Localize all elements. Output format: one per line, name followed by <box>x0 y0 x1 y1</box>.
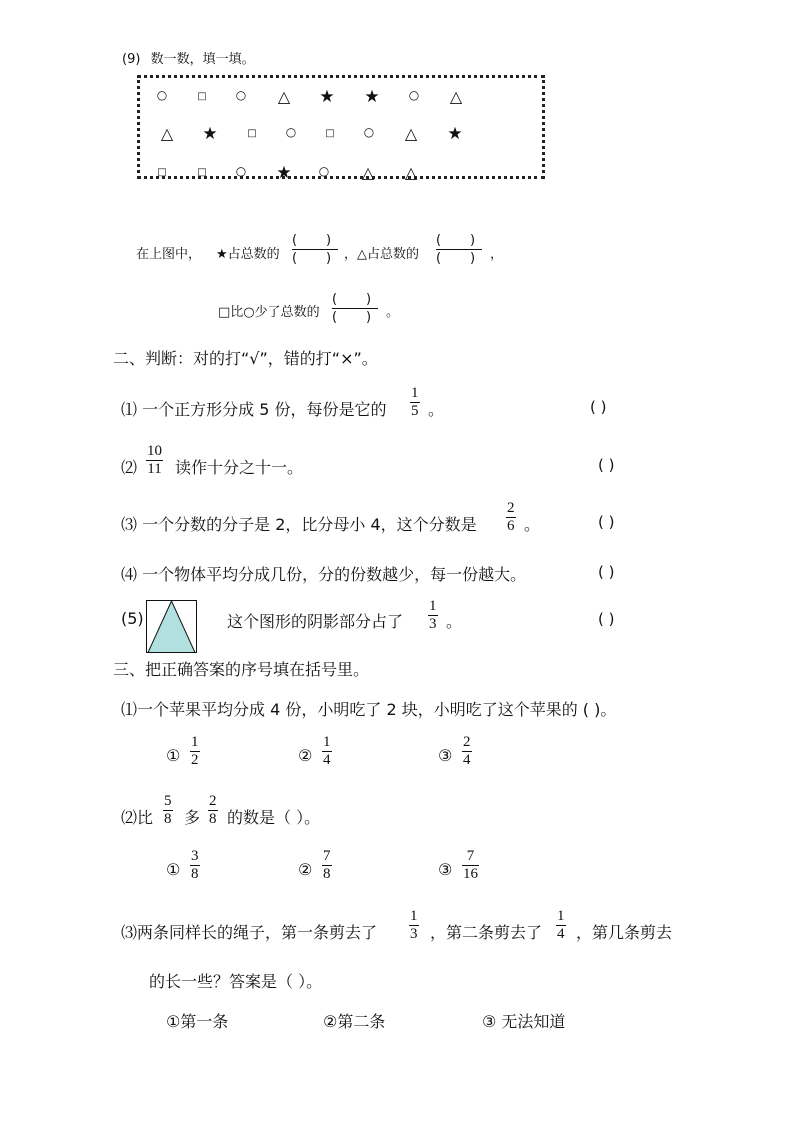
q2-fraction-a: 5 8 <box>164 793 172 827</box>
triangle-icon: △ <box>361 163 375 182</box>
q3-text-c: ，第几条剪去 <box>576 923 673 942</box>
q2-option-2-fraction: 7 8 <box>323 848 331 882</box>
q1-option-2-mark[interactable]: ② <box>298 746 313 765</box>
q9-text-6: 。 <box>386 305 400 320</box>
triangle-icon: △ <box>160 124 174 143</box>
circle-icon: ○ <box>156 88 168 102</box>
judge-end-5: 。 <box>446 612 463 631</box>
judge-fraction-5: 1 3 <box>429 598 437 632</box>
judge-answer-3[interactable]: ( ) <box>598 513 615 531</box>
judge-end-3: 。 <box>524 515 541 534</box>
q2-text-b: 多 <box>184 808 201 827</box>
square-icon: □ <box>197 91 207 102</box>
q1-option-1-mark[interactable]: ① <box>166 746 181 765</box>
q9-label: (9) <box>122 52 141 67</box>
circle-icon: ○ <box>235 164 247 178</box>
q2-option-1-mark[interactable]: ① <box>166 860 181 879</box>
q1-option-3-fraction: 2 4 <box>463 734 471 768</box>
q2-option-2-mark[interactable]: ② <box>298 860 313 879</box>
q1-option-1-fraction: 1 2 <box>191 734 199 768</box>
judge-answer-4[interactable]: ( ) <box>598 563 615 581</box>
q2-option-3-fraction: 7 16 <box>463 848 478 882</box>
q9-text-2: ★占总数的 <box>216 247 280 262</box>
triangle-icon: △ <box>449 87 463 106</box>
judge-end-1: 。 <box>428 400 445 419</box>
q1-option-2-fraction: 1 4 <box>323 734 331 768</box>
q3-option-3[interactable]: ③ 无法知道 <box>482 1012 566 1031</box>
triangle-icon: △ <box>404 124 418 143</box>
triangle-icon: △ <box>404 163 418 182</box>
star-icon: ★ <box>364 87 380 107</box>
judge-fraction-3: 2 6 <box>507 500 515 534</box>
square-icon: □ <box>197 167 207 178</box>
q3-fraction-a: 1 3 <box>410 908 418 942</box>
q1-option-3-mark[interactable]: ③ <box>438 746 453 765</box>
judge-fraction-1: 1 5 <box>411 385 419 419</box>
q3-fraction-b: 1 4 <box>557 908 565 942</box>
judge-num-1: ⑴ <box>121 400 138 419</box>
section2-title: 二、判断：对的打“√”，错的打“×”。 <box>113 349 378 368</box>
shaded-triangle-figure <box>146 600 198 654</box>
judge-num-3: ⑶ <box>121 515 138 534</box>
q2-text-c: 的数是（ ）。 <box>227 808 321 827</box>
triangle-fraction-blank[interactable]: ( ) ( ) <box>436 234 482 265</box>
judge-answer-1[interactable]: ( ) <box>590 398 607 416</box>
judge-text-1: 一个正方形分成 5 份，每份是它的 <box>142 400 387 419</box>
square-icon: □ <box>247 128 257 139</box>
triangle-icon: △ <box>277 87 291 106</box>
judge-text-3: 一个分数的分子是 2，比分母小 4，这个分数是 <box>142 515 477 534</box>
q3-text-a: ⑶两条同样长的绳子，第一条剪去了 <box>121 923 378 942</box>
judge-text-4: 一个物体平均分成几份，分的份数越少，每一份越大。 <box>142 565 527 584</box>
q2-fraction-b: 2 8 <box>209 793 217 827</box>
q9-text-5: □比○少了总数的 <box>218 305 320 320</box>
q9-text-4: ， <box>490 247 504 262</box>
q3-option-1[interactable]: ①第一条 <box>166 1012 229 1031</box>
judge-fraction-2: 10 11 <box>147 443 162 477</box>
choice-question-1: ⑴一个苹果平均分成 4 份，小明吃了 2 块，小明吃了这个苹果的 ( )。 <box>121 700 617 719</box>
judge-item-1 <box>121 397 386 420</box>
circle-icon: ○ <box>318 164 330 178</box>
judge-text-5: 这个图形的阴影部分占了 <box>227 612 404 631</box>
q3-text-line2: 的长一些？答案是（ ）。 <box>149 972 323 991</box>
q2-option-3-mark[interactable]: ③ <box>438 860 453 879</box>
judge-answer-2[interactable]: ( ) <box>598 456 615 474</box>
circle-icon: ○ <box>363 125 375 139</box>
q3-text-b: ，第二条剪去了 <box>430 923 543 942</box>
judge-item-3 <box>121 512 477 535</box>
q2-text-a: ⑵比 <box>121 808 154 827</box>
judge-text-2: 读作十分之十一。 <box>175 458 304 477</box>
section3-title: 三、把正确答案的序号填在括号里。 <box>113 660 370 679</box>
q9-text-3: ，△占总数的 <box>344 247 419 262</box>
judge-num-4: ⑷ <box>121 565 138 584</box>
star-icon: ★ <box>202 124 218 144</box>
q3-option-2[interactable]: ②第二条 <box>323 1012 386 1031</box>
star-icon: ★ <box>319 87 335 107</box>
circle-icon: ○ <box>235 88 247 102</box>
star-fraction-blank[interactable]: ( ) ( ) <box>292 234 338 265</box>
q2-option-1-fraction: 3 8 <box>191 848 199 882</box>
judge-num-2: ⑵ <box>121 458 138 477</box>
circle-icon: ○ <box>285 125 297 139</box>
square-fraction-blank[interactable]: ( ) ( ) <box>332 293 378 324</box>
circle-icon: ○ <box>408 88 420 102</box>
judge-item-4 <box>121 562 526 585</box>
star-icon: ★ <box>447 124 463 144</box>
q9-text-1: 在上图中， <box>136 247 202 262</box>
star-icon: ★ <box>276 163 292 183</box>
judge-answer-5[interactable]: ( ) <box>598 610 615 628</box>
square-icon: □ <box>157 167 167 178</box>
q9-prompt: 数一数，填一填。 <box>150 52 255 67</box>
q9-heading <box>122 48 255 67</box>
square-icon: □ <box>325 128 335 139</box>
judge-num-5: (5) <box>121 609 144 628</box>
